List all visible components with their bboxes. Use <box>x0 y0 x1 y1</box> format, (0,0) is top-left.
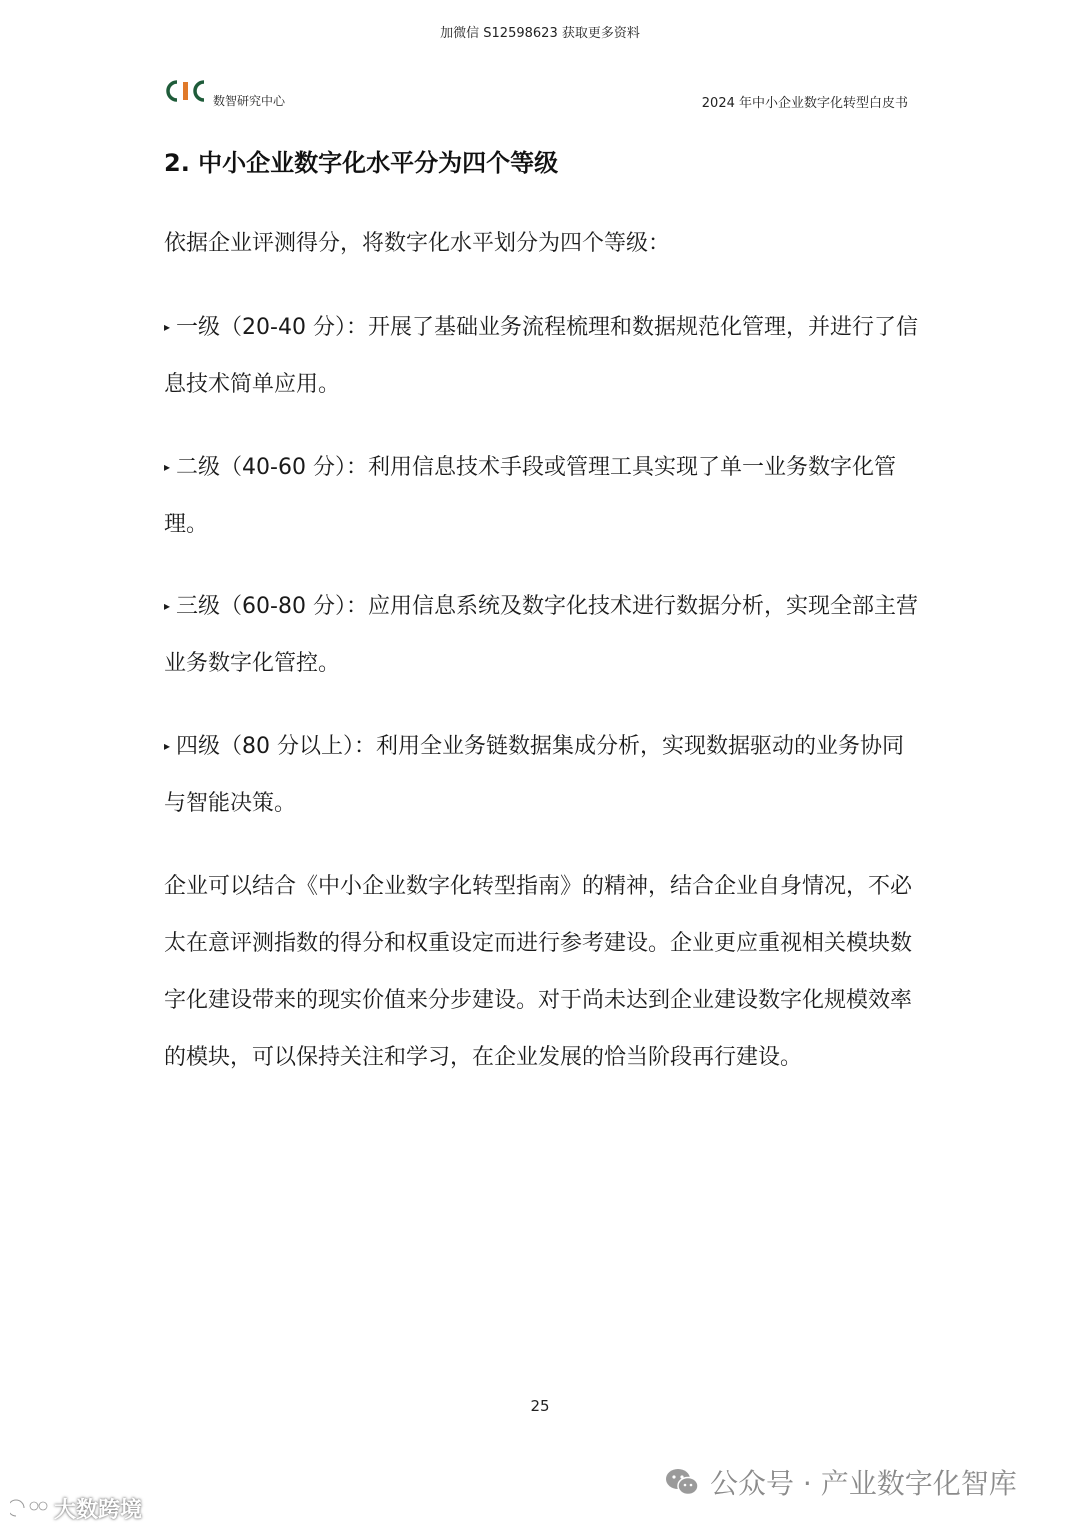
watermark-text: 公众号 · 产业数字化智库 <box>710 1467 1017 1500</box>
corner-watermark <box>10 1493 142 1524</box>
bullet-triangle-icon: ▸ <box>164 460 171 474</box>
level-item-2 <box>164 439 920 553</box>
intro-paragraph: 依据企业评测得分，将数字化水平划分为四个等级： <box>164 231 671 256</box>
bullet-triangle-icon: ▸ <box>164 599 171 613</box>
level-item-4 <box>164 718 920 832</box>
top-note: 加微信 S12598623 获取更多资料 <box>440 26 640 41</box>
level-text: 一级（20-40 分）：开展了基础业务流程梳理和数据规范化管理，并进行了信息技术简单应用。 <box>164 315 918 397</box>
section-heading: 2. 中小企业数字化水平分为四个等级 <box>164 149 559 177</box>
level-item-3 <box>164 578 920 692</box>
level-item-1 <box>164 299 920 413</box>
bullet-triangle-icon: ▸ <box>164 739 171 753</box>
watermark-logo-icon <box>10 1498 50 1520</box>
level-text: 四级（80 分以上）：利用全业务链数据集成分析，实现数据驱动的业务协同与智能决策。 <box>164 734 905 816</box>
level-text: 二级（40-60 分）：利用信息技术手段或管理工具实现了单一业务数字化管理。 <box>164 455 896 537</box>
watermark-brand-text: 大数跨境 <box>54 1498 143 1523</box>
wechat-watermark <box>664 1462 1017 1502</box>
document-title: 2024 年中小企业数字化转型白皮书 <box>701 96 908 111</box>
org-name: 数智研究中心 <box>213 94 286 108</box>
level-text: 三级（60-80 分）：应用信息系统及数字化技术进行数据分析，实现全部主营业务数字化管控。 <box>164 594 918 676</box>
wechat-icon <box>664 1467 700 1497</box>
closing-paragraph: 企业可以结合《中小企业数字化转型指南》的精神，结合企业自身情况，不必太在意评测指数的得分和权重设定而进行参考建设。企业更应重视相关模块数字化建设带来的现实价值来分步建设。对于尚未达到企业建设数字化规模效率的模块，可以保持关注和学习，在企业发展的恰当阶段再行建设。 <box>164 874 913 1070</box>
bullet-triangle-icon: ▸ <box>164 320 171 334</box>
page-number: 25 <box>530 1397 550 1415</box>
cic-logo <box>164 78 212 104</box>
